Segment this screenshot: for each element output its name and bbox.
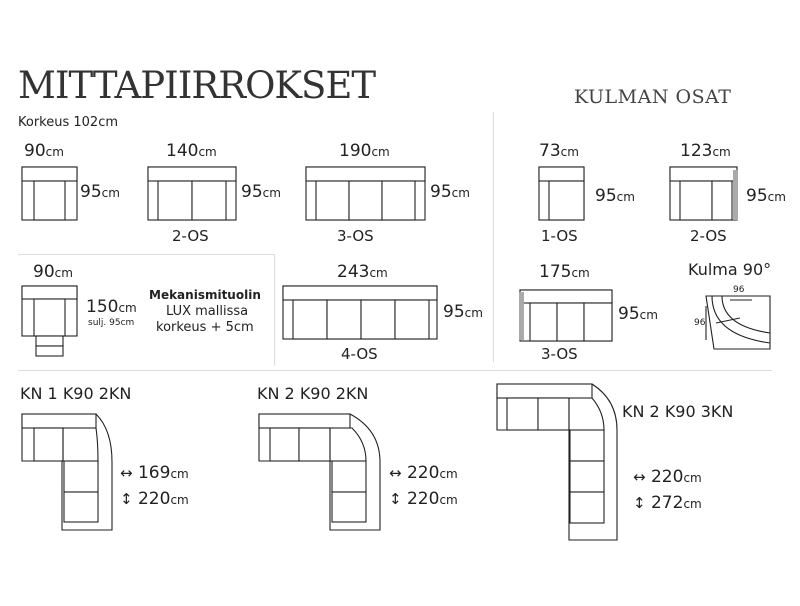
s2-depth: 95cm [241,182,281,202]
k3-label: 3-OS [541,345,578,363]
combo-2-name: KN 2 K90 2KN [257,384,369,403]
combo-2-drawing [259,414,380,530]
k2-width: 123cm [680,141,731,161]
sofa-1-seat [22,167,77,220]
recliner-width: 90cm [33,262,73,282]
corner-part-3-seat [519,290,612,341]
mechanism-note-title: Mekanismituolin [149,288,261,302]
s4-depth: 95cm [443,302,483,322]
vertical-arrow-icon: ↕ [389,490,402,508]
combo-1-height: ↕ 220cm [120,489,189,509]
mechanism-note-line3: korkeus + 5cm [156,320,254,335]
height-note: Korkeus 102cm [18,115,119,130]
corner-part-1-seat [539,167,584,220]
combo-3-width: ↔ 220cm [633,467,702,487]
k1-width: 73cm [539,141,579,161]
k2-label: 2-OS [690,227,727,245]
combo-1-name: KN 1 K90 2KN [20,384,132,403]
combo-1-drawing [22,414,112,530]
corner-90-title: Kulma 90° [688,260,772,279]
combo-1-width: ↔ 169cm [120,463,189,483]
page-title: MITTAPIIRROKSET [18,64,376,107]
recliner-closed-depth: sulj. 95cm [88,318,135,328]
s3-width: 190cm [339,141,390,161]
horizontal-arrow-icon: ↔ [389,464,402,482]
k3-depth: 95cm [618,304,658,324]
k1-label: 1-OS [541,227,578,245]
corner-90-dim-b: 96 [694,318,706,328]
k3-width: 175cm [539,262,590,282]
s1-depth: 95cm [80,182,120,202]
sofa-recliner [22,286,77,356]
s3-label: 3-OS [337,227,374,245]
sofa-4-seat [283,286,437,339]
s3-depth: 95cm [430,182,470,202]
k2-depth: 95cm [746,186,786,206]
vertical-arrow-icon: ↕ [120,490,133,508]
mechanism-note-line2: LUX mallissa [166,304,249,319]
s1-width: 90cm [24,141,64,161]
combo-2-height: ↕ 220cm [389,489,458,509]
corner-part-2-seat [670,167,738,220]
vertical-arrow-icon: ↕ [633,494,646,512]
corner-parts-title: KULMAN OSAT [574,86,732,108]
s2-width: 140cm [166,141,217,161]
horizontal-arrow-icon: ↔ [120,464,133,482]
corner-90-piece [706,296,770,349]
k1-depth: 95cm [595,186,635,206]
horizontal-arrow-icon: ↔ [633,468,646,486]
s2-label: 2-OS [172,227,209,245]
sofa-2-seat [148,167,236,220]
combo-2-width: ↔ 220cm [389,463,458,483]
s4-width: 243cm [337,262,388,282]
combo-3-height: ↕ 272cm [633,493,702,513]
sofa-3-seat [306,167,425,220]
combo-3-drawing [497,384,617,540]
s4-label: 4-OS [341,345,378,363]
corner-90-dim-a: 96 [733,285,745,295]
combo-3-name: KN 2 K90 3KN [622,402,734,421]
recliner-depth: 150cm [86,297,137,317]
